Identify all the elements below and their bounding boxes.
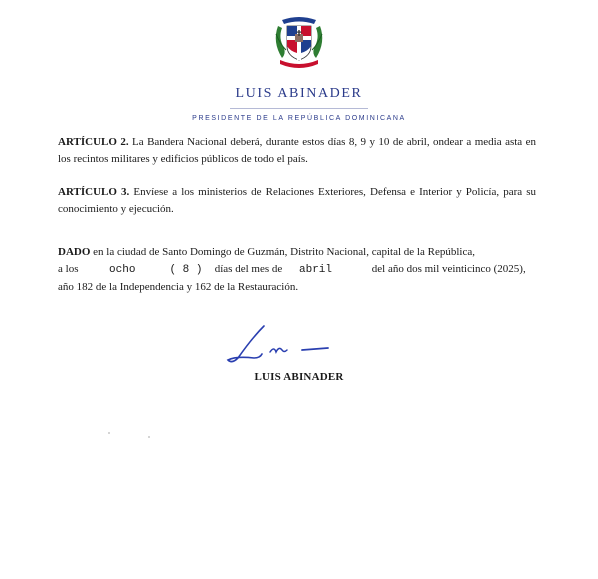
article-2-label: ARTÍCULO 2. [58,136,129,148]
dado-year-text: del año dos mil veinticinco (2025), [371,263,526,275]
header-name: LUIS ABINADER [235,86,363,101]
day-number: ( 8 ) [169,264,203,276]
coat-of-arms-emblem [268,14,330,70]
signer-name: LUIS ABINADER [254,371,344,383]
scan-speck [148,436,150,438]
dado-line3: año 182 de la Independencia y 162 de la Restauración. [58,281,299,293]
handwritten-signature [224,320,334,368]
dado-a-los: a los [58,263,79,275]
dado-line1: en la ciudad de Santo Domingo de Guzmán, Distrito Nacional, capital de la República, [93,246,475,258]
dado-paragraph [58,244,536,296]
dado-label: DADO [58,246,91,258]
month: abril [299,264,333,276]
day-word: ocho [109,264,136,276]
article-3-label: ARTÍCULO 3. [58,186,130,198]
article-2-text: La Bandera Nacional deberá, durante estos días 8, 9 y 10 de abril, ondear a media asta en los recintos militares y edificios públicos de todo el país. [58,136,536,165]
header-subtitle: PRESIDENTE DE LA REPÚBLICA DOMINICANA [192,115,406,122]
article-3-text: Envíese a los ministerios de Relaciones Exteriores, Defensa e Interior y Policía, para su conocimiento y ejecución. [58,186,536,215]
scan-speck [108,432,110,434]
dado-dias-del-mes: días del mes de [214,263,283,275]
article-3-paragraph [58,184,536,218]
article-2-paragraph [58,134,536,168]
header-divider [230,108,368,109]
